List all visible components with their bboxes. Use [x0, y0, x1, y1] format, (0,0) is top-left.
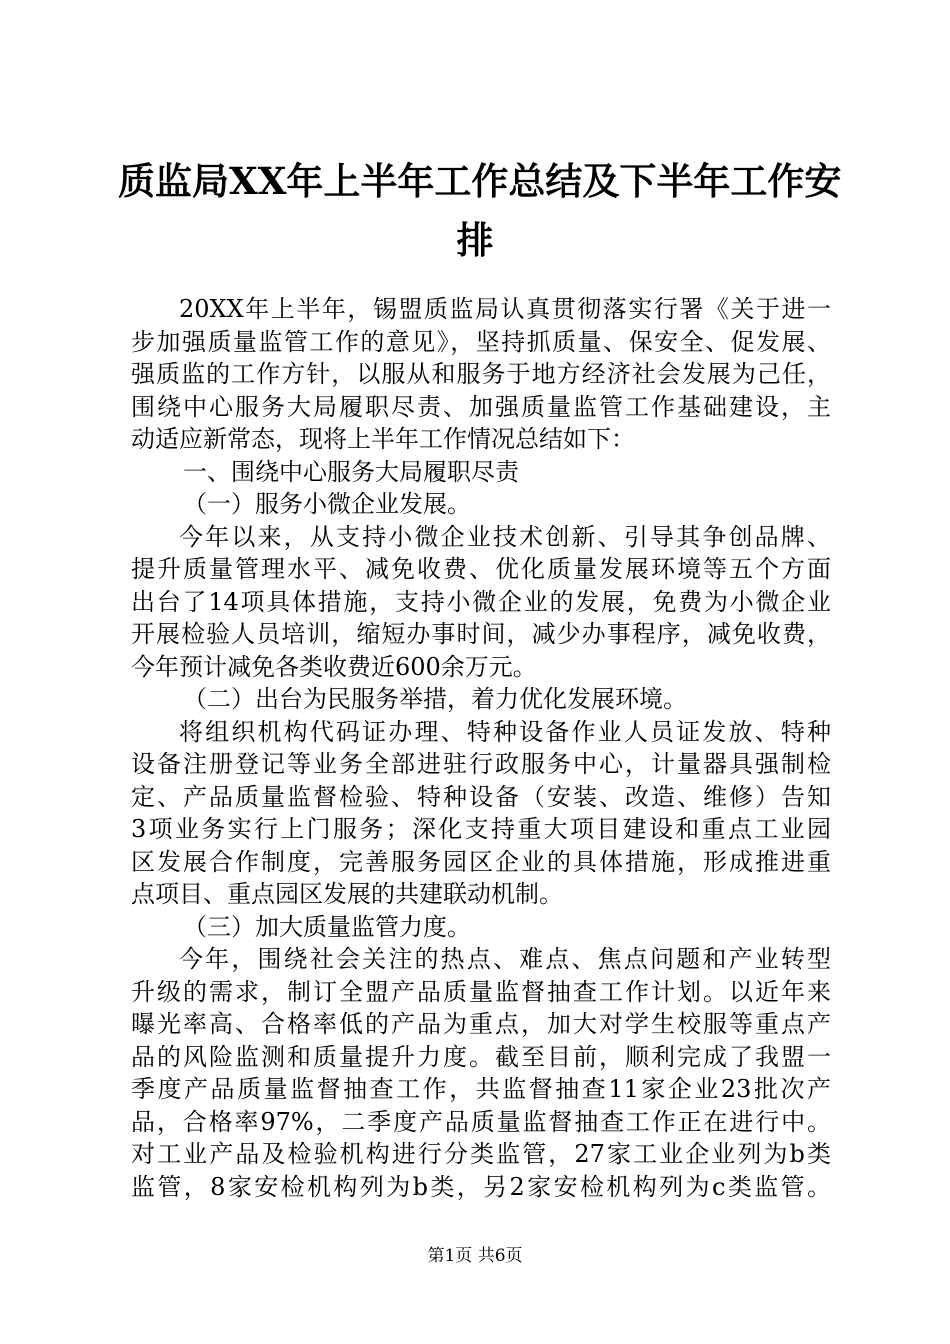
body-text-line: 设备注册登记等业务全部进驻行政服务中心，计量器具强制检 [131, 750, 831, 778]
body-text-line: 将组织机构代码证办理、特种设备作业人员证发放、特种 [179, 717, 831, 746]
body-text-line: 3项业务实行上门服务；深化支持重大项目建设和重点工业园 [131, 815, 831, 843]
body-text-line: 围绕中心服务大局履职尽责、加强质量监管工作基础建设，主 [131, 392, 831, 421]
body-text-line: 今年，围绕社会关注的热点、难点、焦点问题和产业转型 [179, 945, 831, 973]
section-heading: 一、围绕中心服务大局履职尽责 [183, 457, 519, 486]
section-heading: （一）服务小微企业发展。 [183, 490, 471, 518]
body-text-line: 提升质量管理水平、减免收费、优化质量发展环境等五个方面 [131, 555, 831, 583]
body-text-line: 今年以来，从支持小微企业技术创新、引导其争创品牌、 [179, 522, 831, 551]
body-text-line: 对工业产品及检验机构进行分类监管，27家工业企业列为b类 [131, 1140, 831, 1168]
body-text-line: 20XX年上半年，锡盟质监局认真贯彻落实行署《关于进一 [179, 295, 831, 323]
body-text-line: 升级的需求，制订全盟产品质量监督抽查工作计划。以近年来 [131, 977, 831, 1006]
body-text-line: 步加强质量监管工作的意见》，坚持抓质量、保安全、促发展、 [131, 327, 831, 356]
body-text-line: 今年预计减免各类收费近600余万元。 [131, 652, 537, 681]
section-heading: （二）出台为民服务举措，着力优化发展环境。 [183, 685, 687, 713]
body-text-line: 出台了14项具体措施，支持小微企业的发展，免费为小微企业 [131, 587, 831, 616]
body-text-line: 点项目、重点园区发展的共建联动机制。 [131, 880, 563, 908]
body-text-line: 曝光率高、合格率低的产品为重点，加大对学生校服等重点产 [131, 1010, 831, 1038]
page-footer: 第1页 共6页 [427, 1246, 523, 1266]
document-body [131, 293, 831, 1203]
document-title-line-2: 排 [456, 218, 494, 262]
body-text-line: 强质监的工作方针，以服从和服务于地方经济社会发展为己任， [131, 360, 831, 388]
body-text-line: 季度产品质量监督抽查工作，共监督抽查11家企业23批次产 [131, 1075, 831, 1103]
body-text-line: 动适应新常态，现将上半年工作情况总结如下： [131, 425, 635, 453]
body-text-line: 开展检验人员培训，缩短办事时间，减少办事程序，减免收费， [131, 620, 831, 648]
body-text-line: 品，合格率97%，二季度产品质量监督抽查工作正在进行中。 [131, 1107, 831, 1136]
body-text-line: 定、产品质量监督检验、特种设备（安装、改造、维修）告知 [131, 782, 831, 811]
body-text-line: 区发展合作制度，完善服务园区企业的具体措施，形成推进重 [131, 847, 831, 876]
body-text-line: 监管，8家安检机构列为b类，另2家安检机构列为c类监管。 [131, 1172, 831, 1201]
section-heading: （三）加大质量监管力度。 [183, 912, 471, 941]
body-text-line: 品的风险监测和质量提升力度。截至目前，顺利完成了我盟一 [131, 1042, 831, 1071]
document-title-line-1: 质监局XX年上半年工作总结及下半年工作安 [118, 159, 842, 203]
